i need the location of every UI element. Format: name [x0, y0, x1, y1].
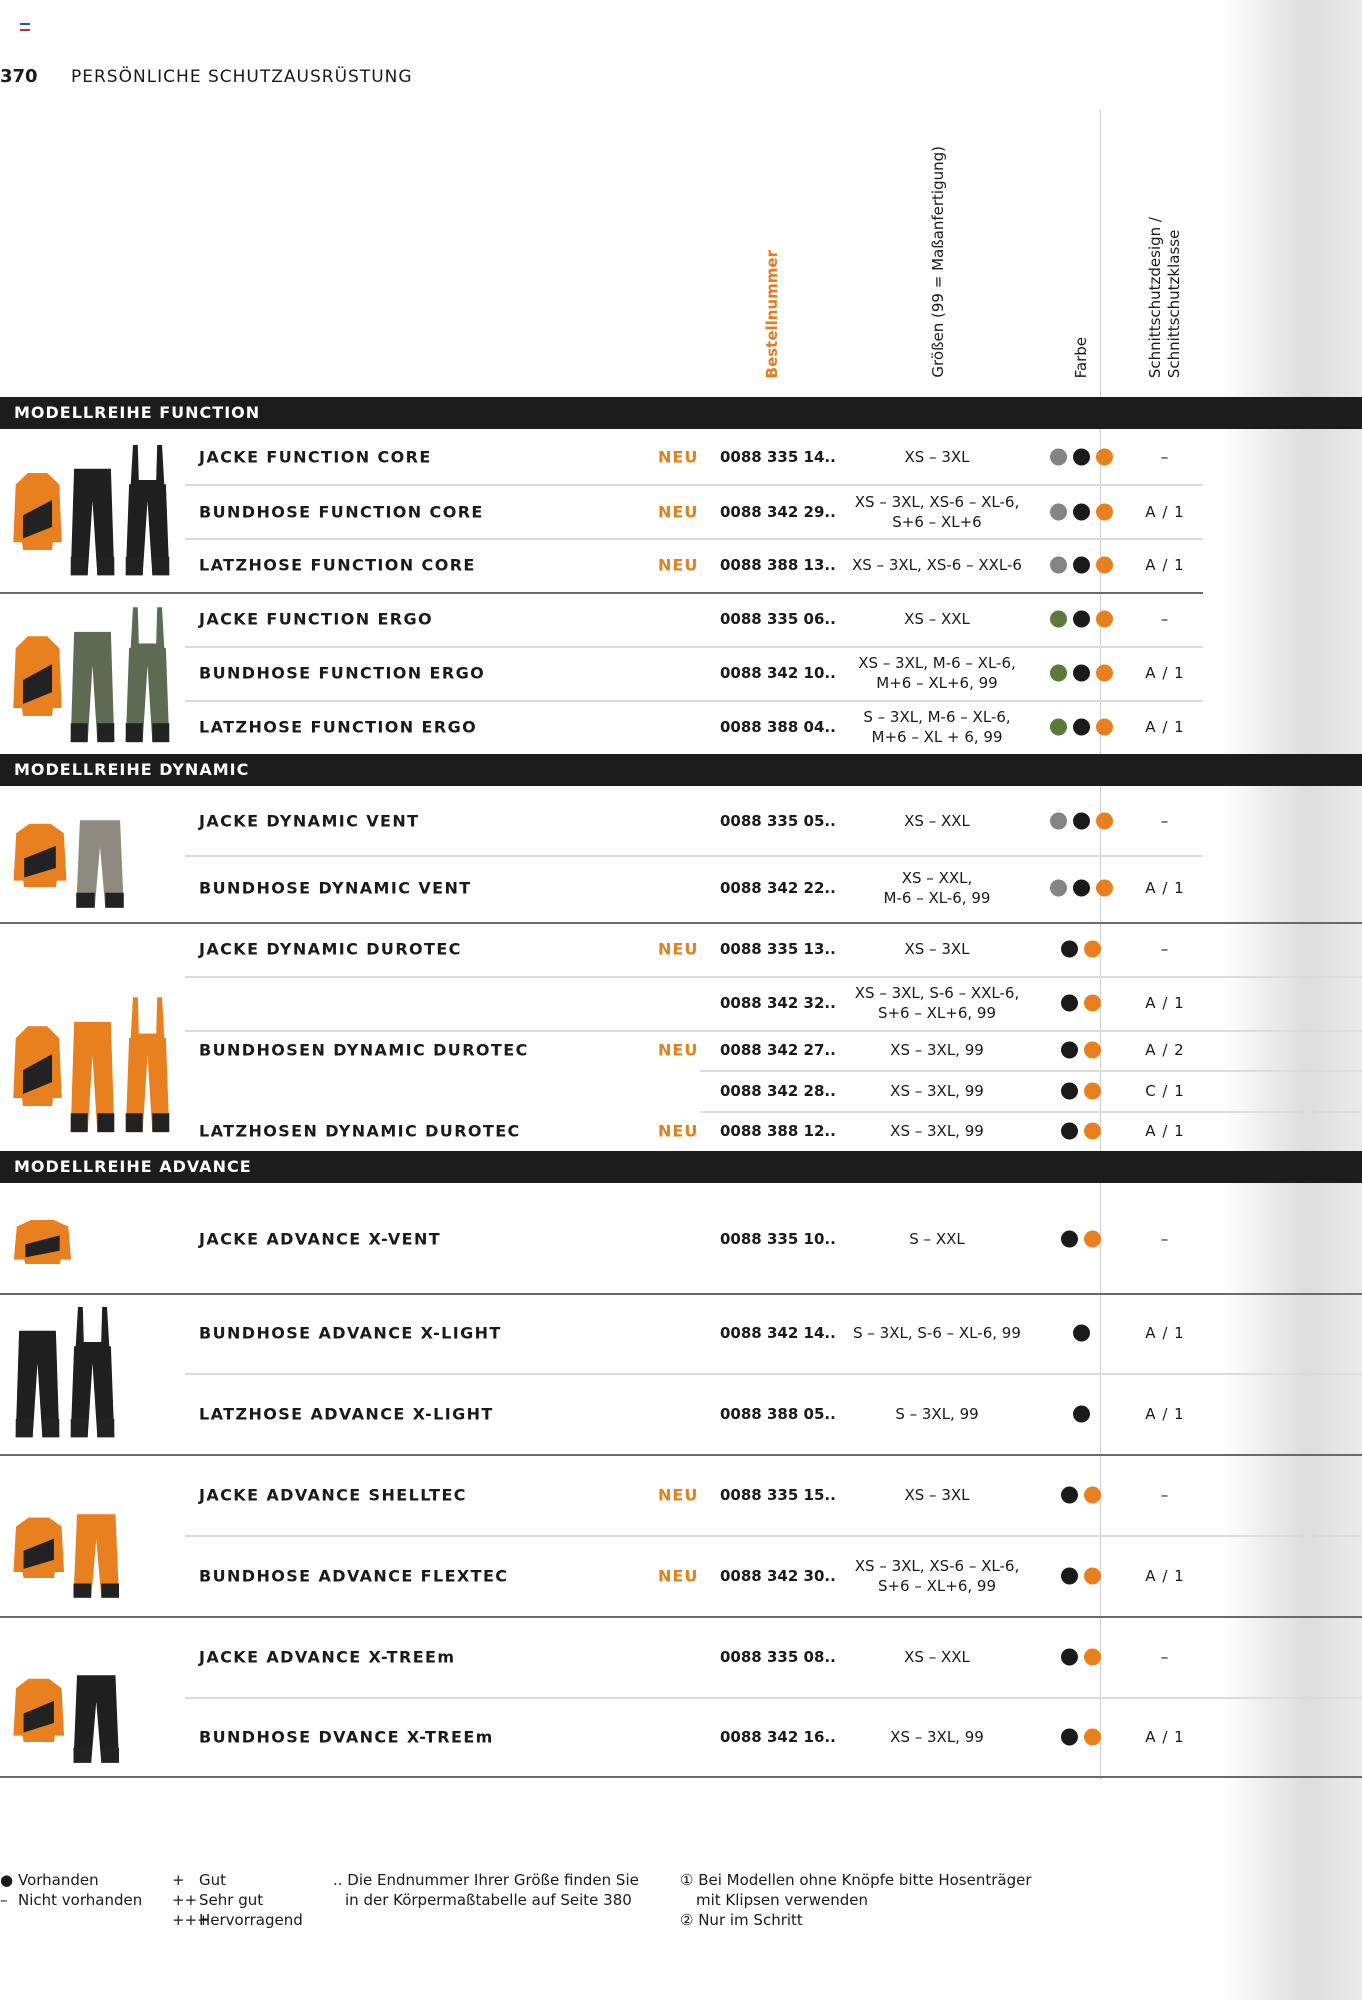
- sizes-line: M+6 – XL+6, 99: [876, 674, 998, 692]
- color-dot-orange: [1084, 1231, 1101, 1248]
- product-name: LATZHOSEN DYNAMIC DUROTEC: [199, 1121, 521, 1141]
- legend-text: Gut: [199, 1871, 227, 1889]
- sizes-line: XS – 3XL: [904, 1486, 970, 1504]
- order-number: 0088 342 32..: [720, 994, 836, 1012]
- sizes-line: XS – 3XL, S-6 – XXL-6,: [854, 984, 1020, 1002]
- color-swatches: [1046, 995, 1116, 1012]
- sizes-cell: [843, 653, 1031, 693]
- cut-class: A / 1: [1145, 879, 1185, 897]
- row-divider: [185, 646, 1203, 648]
- color-swatches: [1046, 449, 1116, 466]
- header-farbe: Farbe: [1072, 336, 1090, 378]
- order-number: 0088 335 10..: [720, 1230, 836, 1248]
- cut-class: –: [1160, 448, 1170, 466]
- product-name: BUNDHOSE ADVANCE X-LIGHT: [199, 1323, 502, 1343]
- color-swatches: [1046, 665, 1116, 682]
- color-dot-black: [1061, 1231, 1078, 1248]
- sizes-line: S+6 – XL+6, 99: [877, 1577, 997, 1595]
- sizes-line: XS – XXL,: [901, 869, 973, 887]
- cut-class: –: [1160, 812, 1170, 830]
- section-header: MODELLREIHE ADVANCE: [0, 1151, 1362, 1183]
- sizes-line: XS – 3XL, 99: [890, 1728, 984, 1746]
- color-dot-grey: [1050, 880, 1067, 897]
- new-badge: NEU: [658, 1566, 699, 1586]
- legend-mark: +++: [172, 1911, 210, 1929]
- sizes-cell: [843, 811, 1031, 831]
- row-divider: [0, 1293, 1362, 1295]
- order-number: 0088 335 14..: [720, 448, 836, 466]
- order-number: 0088 342 27..: [720, 1041, 836, 1059]
- order-number: 0088 388 13..: [720, 556, 836, 574]
- color-dot-orange: [1096, 504, 1113, 521]
- header-bestellnummer: Bestellnummer: [763, 249, 781, 378]
- sizes-line: M-6 – XL-6, 99: [883, 889, 991, 907]
- row-divider: [185, 976, 1362, 978]
- color-swatches: [1046, 1083, 1116, 1100]
- row-divider: [185, 484, 1203, 486]
- cut-class: A / 1: [1145, 1567, 1185, 1585]
- clothing-photo: [10, 600, 175, 745]
- sizes-cell: [843, 1647, 1031, 1667]
- color-dot-black: [1061, 1487, 1078, 1504]
- cut-class: –: [1160, 1230, 1170, 1248]
- color-dot-black: [1073, 813, 1090, 830]
- legend-mark: ●: [0, 1871, 14, 1889]
- order-number: 0088 335 15..: [720, 1486, 836, 1504]
- color-dot-orange: [1084, 1649, 1101, 1666]
- sizes-cell: [843, 1727, 1031, 1747]
- color-dot-orange: [1096, 611, 1113, 628]
- row-divider: [0, 592, 1203, 594]
- color-dot-orange: [1084, 941, 1101, 958]
- color-dot-black: [1061, 1729, 1078, 1746]
- cut-class: A / 1: [1145, 994, 1185, 1012]
- color-dot-black: [1061, 1042, 1078, 1059]
- product-name: JACKE ADVANCE X-TREEm: [199, 1647, 456, 1667]
- clothing-photo: [10, 438, 175, 578]
- color-dot-grey: [1050, 449, 1067, 466]
- color-swatches: [1046, 1042, 1116, 1059]
- cut-class: –: [1160, 610, 1170, 628]
- sizes-line: XS – 3XL, XS-6 – XL-6,: [854, 493, 1020, 511]
- color-swatches: [1046, 941, 1116, 958]
- sizes-cell: [843, 983, 1031, 1023]
- sizes-cell: [843, 555, 1031, 575]
- color-swatches: [1046, 719, 1116, 736]
- order-number: 0088 342 22..: [720, 879, 836, 897]
- sizes-cell: [843, 492, 1031, 532]
- order-number: 0088 388 04..: [720, 718, 836, 736]
- sizes-line: S – XXL: [909, 1230, 965, 1248]
- product-name: LATZHOSE ADVANCE X-LIGHT: [199, 1404, 494, 1424]
- sizes-line: XS – 3XL, M-6 – XL-6,: [858, 654, 1016, 672]
- row-divider: [185, 700, 1203, 702]
- product-name: BUNDHOSE FUNCTION ERGO: [199, 663, 486, 683]
- legend-item: [172, 1890, 303, 1910]
- sizes-line: XS – 3XL: [904, 940, 970, 958]
- product-name: BUNDHOSE FUNCTION CORE: [199, 502, 484, 522]
- cut-class: A / 1: [1145, 664, 1185, 682]
- row-divider: [185, 1030, 1362, 1032]
- legend-line: .. Die Endnummer Ihrer Größe finden Sie: [333, 1871, 639, 1889]
- legend-line: mit Klipsen verwenden: [696, 1891, 868, 1909]
- sizes-line: XS – 3XL, 99: [890, 1082, 984, 1100]
- legend-item: [172, 1910, 303, 1930]
- page-title: PERSÖNLICHE SCHUTZAUSRÜSTUNG: [71, 67, 413, 87]
- legend-availability: [0, 1870, 142, 1910]
- color-dot-orange: [1084, 1729, 1101, 1746]
- clothing-photo: [10, 1650, 125, 1765]
- order-number: 0088 388 05..: [720, 1405, 836, 1423]
- color-dot-black: [1073, 880, 1090, 897]
- header-schnittschutz-line1: Schnittschutzdesign /: [1146, 216, 1164, 378]
- row-divider: [185, 538, 1203, 540]
- row-divider: [0, 1616, 1362, 1618]
- page-number: 370: [0, 66, 38, 87]
- color-dot-orange: [1096, 449, 1113, 466]
- color-dot-black: [1073, 611, 1090, 628]
- color-swatches: [1046, 1487, 1116, 1504]
- color-swatches: [1046, 1406, 1116, 1423]
- color-dot-orange: [1084, 1123, 1101, 1140]
- color-dot-grey: [1050, 557, 1067, 574]
- row-divider: [700, 1111, 1362, 1113]
- legend-footnotes: [680, 1870, 1032, 1930]
- order-number: 0088 342 16..: [720, 1728, 836, 1746]
- sizes-cell: [843, 1121, 1031, 1141]
- color-dot-black: [1061, 1649, 1078, 1666]
- legend-line: ① Bei Modellen ohne Knöpfe bitte Hosenträger: [680, 1871, 1032, 1889]
- cut-class: A / 1: [1145, 718, 1185, 736]
- color-dot-orange: [1084, 995, 1101, 1012]
- new-badge: NEU: [658, 1485, 699, 1505]
- sizes-line: XS – XXL: [904, 1648, 970, 1666]
- color-dot-grey: [1050, 504, 1067, 521]
- cut-class: A / 1: [1145, 1122, 1185, 1140]
- sizes-line: XS – XXL: [904, 812, 970, 830]
- product-name: BUNDHOSE DVANCE X-TREEm: [199, 1727, 494, 1747]
- cut-class: A / 2: [1145, 1041, 1185, 1059]
- legend-text: Sehr gut: [199, 1891, 264, 1909]
- new-badge: NEU: [658, 1040, 699, 1060]
- color-dot-orange: [1084, 1568, 1101, 1585]
- legend-item: [172, 1870, 303, 1890]
- cut-class: –: [1160, 940, 1170, 958]
- color-dot-black: [1073, 557, 1090, 574]
- new-badge: NEU: [658, 502, 699, 522]
- legend-text: Hervorragend: [199, 1911, 303, 1929]
- cut-class: –: [1160, 1486, 1170, 1504]
- color-dot-green: [1050, 611, 1067, 628]
- sizes-line: XS – XXL: [904, 610, 970, 628]
- color-dot-orange: [1096, 813, 1113, 830]
- cut-class: –: [1160, 1648, 1170, 1666]
- order-number: 0088 342 10..: [720, 664, 836, 682]
- page-edge-shadow: [1222, 0, 1362, 2000]
- sizes-line: M+6 – XL + 6, 99: [871, 728, 1003, 746]
- legend-line: ② Nur im Schritt: [680, 1911, 803, 1929]
- order-number: 0088 342 28..: [720, 1082, 836, 1100]
- new-badge: NEU: [658, 1121, 699, 1141]
- color-swatches: [1046, 1325, 1116, 1342]
- color-dot-black: [1061, 995, 1078, 1012]
- order-number: 0088 335 05..: [720, 812, 836, 830]
- sizes-cell: [843, 1040, 1031, 1060]
- row-divider: [0, 1776, 1362, 1778]
- product-name: JACKE FUNCTION ERGO: [199, 609, 434, 629]
- sizes-line: S – 3XL, S-6 – XL-6, 99: [853, 1324, 1021, 1342]
- color-dot-black: [1073, 719, 1090, 736]
- flag-icon: [20, 23, 30, 30]
- clothing-photo: [10, 990, 175, 1135]
- color-dot-black: [1073, 449, 1090, 466]
- color-swatches: [1046, 813, 1116, 830]
- row-divider: [0, 1454, 1362, 1456]
- sizes-line: S+6 – XL+6: [892, 513, 982, 531]
- product-name: JACKE ADVANCE SHELLTEC: [199, 1485, 467, 1505]
- legend-mark: +: [172, 1871, 185, 1889]
- sizes-cell: [843, 939, 1031, 959]
- row-divider: [185, 1373, 1362, 1375]
- sizes-cell: [843, 1556, 1031, 1596]
- color-swatches: [1046, 611, 1116, 628]
- color-dot-green: [1050, 665, 1067, 682]
- clothing-photo: [10, 1300, 120, 1440]
- sizes-line: XS – 3XL, 99: [890, 1122, 984, 1140]
- product-name: JACKE ADVANCE X-VENT: [199, 1229, 442, 1249]
- sizes-cell: [843, 1081, 1031, 1101]
- sizes-cell: [843, 1323, 1031, 1343]
- legend-item: [0, 1870, 142, 1890]
- cut-class: A / 1: [1145, 556, 1185, 574]
- new-badge: NEU: [658, 555, 699, 575]
- color-dot-orange: [1084, 1042, 1101, 1059]
- legend-item: [0, 1890, 142, 1910]
- header-schnittschutz-line2: Schnittschutzklasse: [1165, 229, 1183, 378]
- color-dot-black: [1061, 1123, 1078, 1140]
- color-dot-black: [1073, 504, 1090, 521]
- product-name: JACKE DYNAMIC DUROTEC: [199, 939, 462, 959]
- clothing-photo: [10, 795, 130, 910]
- color-swatches: [1046, 1568, 1116, 1585]
- section-header: MODELLREIHE DYNAMIC: [0, 754, 1362, 786]
- order-number: 0088 342 30..: [720, 1567, 836, 1585]
- sizes-line: S – 3XL, M-6 – XL-6,: [863, 708, 1011, 726]
- color-swatches: [1046, 1729, 1116, 1746]
- color-swatches: [1046, 1649, 1116, 1666]
- cut-class: A / 1: [1145, 1405, 1185, 1423]
- color-swatches: [1046, 504, 1116, 521]
- sizes-cell: [843, 1404, 1031, 1424]
- color-dot-orange: [1096, 665, 1113, 682]
- color-dot-black: [1073, 665, 1090, 682]
- legend-mark: ++: [172, 1891, 198, 1909]
- color-dot-orange: [1096, 880, 1113, 897]
- sizes-line: XS – 3XL, XS-6 – XL-6,: [854, 1557, 1020, 1575]
- row-divider: [185, 855, 1203, 857]
- color-dot-black: [1073, 1325, 1090, 1342]
- color-swatches: [1046, 557, 1116, 574]
- color-dot-black: [1061, 941, 1078, 958]
- order-number: 0088 335 08..: [720, 1648, 836, 1666]
- order-number: 0088 342 14..: [720, 1324, 836, 1342]
- color-dot-orange: [1096, 557, 1113, 574]
- color-dot-black: [1061, 1083, 1078, 1100]
- sizes-line: S – 3XL, 99: [895, 1405, 979, 1423]
- order-number: 0088 388 12..: [720, 1122, 836, 1140]
- header-groessen: Größen (99 = Maßanfertigung): [929, 146, 947, 378]
- sizes-line: XS – 3XL: [904, 448, 970, 466]
- order-number: 0088 342 29..: [720, 503, 836, 521]
- sizes-cell: [843, 1229, 1031, 1249]
- new-badge: NEU: [658, 939, 699, 959]
- legend-endnummer: [333, 1870, 639, 1910]
- product-name: BUNDHOSEN DYNAMIC DUROTEC: [199, 1040, 529, 1060]
- clothing-photo: [10, 1200, 75, 1280]
- color-dot-grey: [1050, 813, 1067, 830]
- sizes-cell: [843, 868, 1031, 908]
- new-badge: NEU: [658, 447, 699, 467]
- color-dot-green: [1050, 719, 1067, 736]
- sizes-line: XS – 3XL, 99: [890, 1041, 984, 1059]
- clothing-photo: [10, 1490, 125, 1600]
- legend-text: Nicht vorhanden: [18, 1891, 143, 1909]
- color-swatches: [1046, 1231, 1116, 1248]
- sizes-line: XS – 3XL, XS-6 – XXL-6: [852, 556, 1022, 574]
- cut-class: A / 1: [1145, 503, 1185, 521]
- header-schnittschutz: [1146, 217, 1184, 378]
- color-dot-orange: [1084, 1083, 1101, 1100]
- product-name: LATZHOSE FUNCTION ERGO: [199, 717, 478, 737]
- legend-rating: [172, 1870, 303, 1930]
- product-name: JACKE FUNCTION CORE: [199, 447, 432, 467]
- product-name: LATZHOSE FUNCTION CORE: [199, 555, 476, 575]
- color-dot-orange: [1084, 1487, 1101, 1504]
- sizes-cell: [843, 609, 1031, 629]
- cut-class: A / 1: [1145, 1728, 1185, 1746]
- color-swatches: [1046, 1123, 1116, 1140]
- product-name: BUNDHOSE DYNAMIC VENT: [199, 878, 472, 898]
- color-dot-black: [1061, 1568, 1078, 1585]
- sizes-cell: [843, 1485, 1031, 1505]
- legend-mark: –: [0, 1891, 8, 1909]
- row-divider: [700, 1070, 1362, 1072]
- legend-line: in der Körpermaßtabelle auf Seite 380: [345, 1891, 632, 1909]
- sizes-cell: [843, 707, 1031, 747]
- order-number: 0088 335 06..: [720, 610, 836, 628]
- section-header: MODELLREIHE FUNCTION: [0, 397, 1362, 429]
- cut-class: A / 1: [1145, 1324, 1185, 1342]
- product-name: BUNDHOSE ADVANCE FLEXTEC: [199, 1566, 509, 1586]
- row-divider: [185, 1535, 1362, 1537]
- order-number: 0088 335 13..: [720, 940, 836, 958]
- color-dot-black: [1073, 1406, 1090, 1423]
- cut-class: C / 1: [1145, 1082, 1185, 1100]
- sizes-cell: [843, 447, 1031, 467]
- color-swatches: [1046, 880, 1116, 897]
- legend-text: Vorhanden: [18, 1871, 99, 1889]
- row-divider: [0, 922, 1362, 924]
- color-dot-orange: [1096, 719, 1113, 736]
- sizes-line: S+6 – XL+6, 99: [877, 1004, 997, 1022]
- row-divider: [185, 1697, 1362, 1699]
- product-name: JACKE DYNAMIC VENT: [199, 811, 420, 831]
